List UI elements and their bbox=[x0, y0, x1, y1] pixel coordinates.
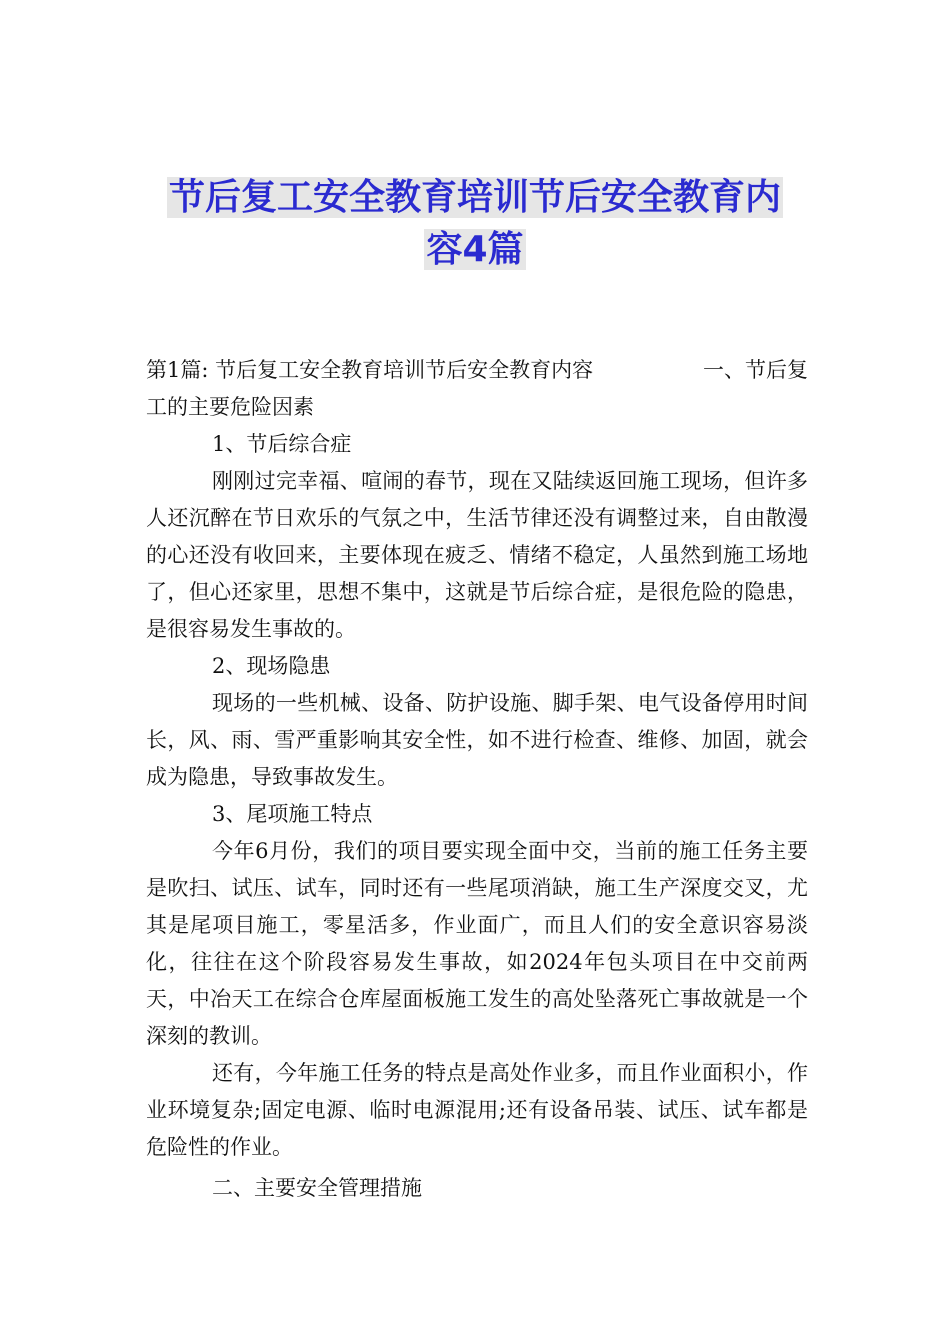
item-2-heading: 2、现场隐患 bbox=[212, 654, 331, 678]
item-1-paragraph: 刚刚过完幸福、喧闹的春节，现在又陆续返回施工现场，但许多人还沉醉在节日欢乐的气氛之中，生活节律还没有调整过来，自由散漫的心还没有收回来，主要体现在疲乏、情绪不稳定，人虽然到施工场地了，但心还家里，思想不集中，这就是节后综合症，是很危险的隐患，是很容易发生事故的。 bbox=[146, 469, 808, 641]
document-title bbox=[140, 172, 810, 276]
item-3-paragraph: 今年6月份，我们的项目要实现全面中交，当前的施工任务主要是吹扫、试压、试车，同时还有一些尾项消缺，施工生产深度交叉，尤其是尾项目施工，零星活多，作业面广，而且人们的安全意识容易淡化，往往在这个阶段容易发生事故，如2024年包头项目在中交前两天，中冶天工在综合仓库屋面板施工发生的高处坠落死亡事故就是一个深刻的教训。 bbox=[146, 839, 808, 1048]
item-2-paragraph: 现场的一些机械、设备、防护设施、脚手架、电气设备停用时间长，风、雨、雪严重影响其安全性，如不进行检查、维修、加固，就会成为隐患，导致事故发生。 bbox=[146, 691, 808, 789]
section-2-heading: 二、主要安全管理措施 bbox=[212, 1176, 422, 1200]
item-1-heading: 1、节后综合症 bbox=[212, 432, 352, 456]
title-line-1: 节后复工安全教育培训节后安全教育内 bbox=[168, 177, 781, 218]
section-1-heading bbox=[146, 352, 808, 389]
title-line-2: 容4篇 bbox=[426, 229, 524, 270]
item-3-heading: 3、尾项施工特点 bbox=[212, 802, 373, 826]
section-1-subheading-start: 一、节后复 bbox=[703, 358, 808, 382]
item-3-paragraph-2: 还有，今年施工任务的特点是高处作业多，而且作业面积小，作业环境复杂;固定电源、临时电源混用;还有设备吊装、试压、试车都是危险性的作业。 bbox=[146, 1061, 808, 1159]
section-1-label: 第1篇: 节后复工安全教育培训节后安全教育内容 bbox=[146, 358, 594, 382]
document-body bbox=[146, 352, 808, 1207]
section-1-subheading-cont: 工的主要危险因素 bbox=[146, 395, 314, 419]
